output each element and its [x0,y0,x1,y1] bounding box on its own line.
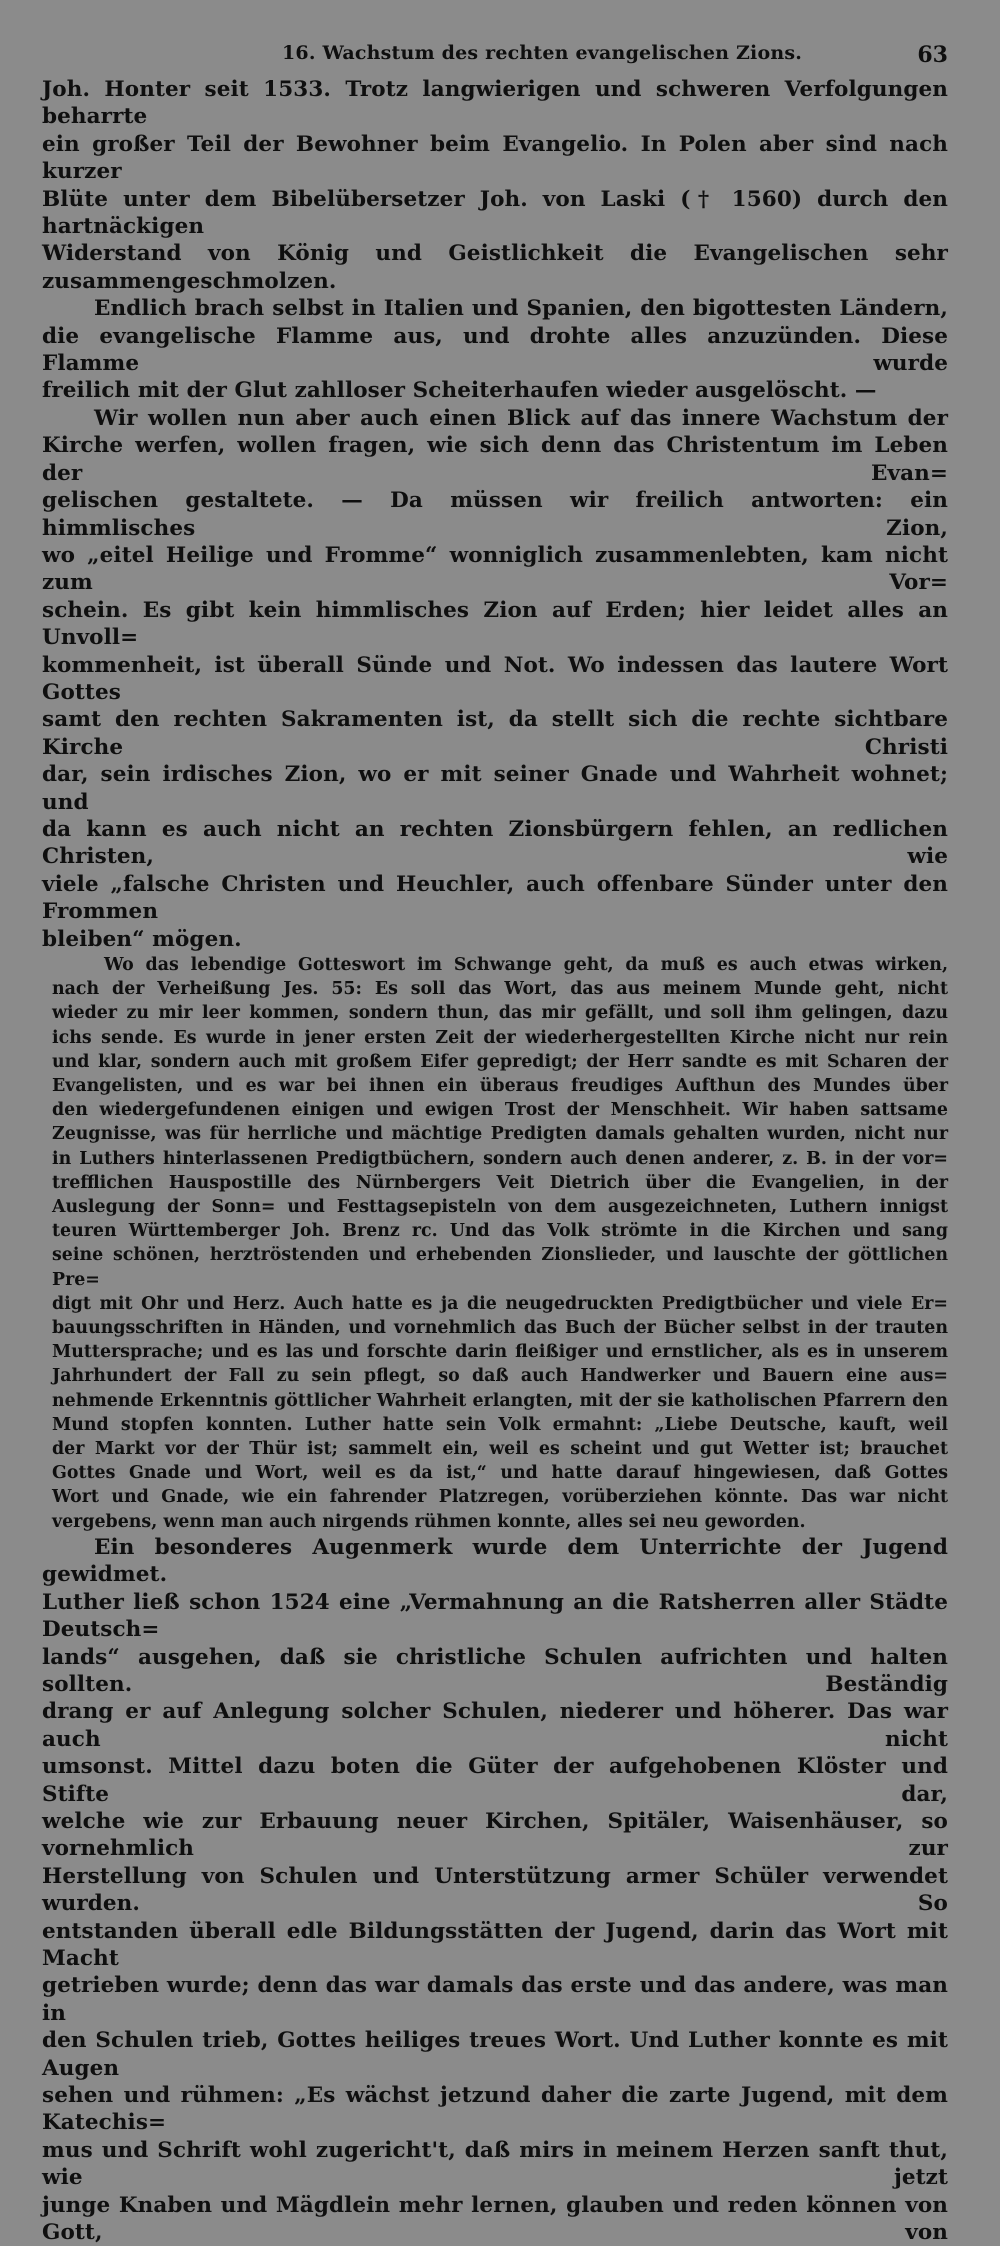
text-line: trefflichen Hauspostille des Nürnbergers Veit Dietrich über die Evangelien, in der [52,1172,948,1193]
small-print-paragraph [42,953,948,1534]
text-line: junge Knaben und Mägdlein mehr lernen, glauben und reden können von Gott, von [42,2192,948,2246]
text-line: drang er auf Anlegung solcher Schulen, niederer und höherer. Das war auch nicht [42,1699,948,1752]
text-line: welche wie zur Erbauung neuer Kirchen, Spitäler, Waisenhäuser, so vornehmlich zur [42,1808,948,1862]
text-line: schein. Es gibt kein himmlisches Zion auf Erden; hier leidet alles an Unvoll= [42,597,948,651]
text-line: Gottes Gnade und Wort, weil es da ist,“ und hatte darauf hingewiesen, daß Gottes [52,1463,948,1484]
text-line: Blüte unter dem Bibelübersetzer Joh. von Laski († 1560) durch den hartnäckigen [42,186,948,240]
text-line: Wort und Gnade, wie ein fahrender Platzregen, vorüberziehen könnte. Das war nicht [52,1487,948,1508]
text-line: der Markt vor der Thür ist; sammelt ein, weil es scheint und gut Wetter ist; brauchet [52,1439,948,1460]
text-line: bauungsschriften in Händen, und vornehmlich das Buch der Bücher selbst in der trauten [52,1318,948,1339]
text-line: lands“ ausgehen, daß sie christliche Schulen aufrichten und halten sollten. Beständig [42,1644,948,1697]
text-line: Wo das lebendige Gotteswort im Schwange geht, da muß es auch etwas wirken, [104,955,948,975]
text-line: Jahrhundert der Fall zu sein pflegt, so daß auch Handwerker und Bauern eine aus= [52,1366,948,1387]
text-line: ichs sende. Es wurde in jener ersten Zeit der wiederhergestellten Kirche nicht nur rein [52,1027,948,1048]
paragraph-4 [42,1534,948,2246]
text-line: da kann es auch nicht an rechten Zionsbürgern fehlen, an redlichen Christen, wie [42,816,948,870]
paragraph-1 [42,76,948,295]
paragraph-2 [42,295,948,405]
page-number: 63 [917,42,948,68]
text-line: ein großer Teil der Bewohner beim Evangelio. In Polen aber sind nach kurzer [42,131,948,185]
text-line: getrieben wurde; denn das war damals das erste und das andere, was man in [42,1973,948,2026]
text-line: Herstellung von Schulen und Unterstützung armer Schüler verwendet wurden. So [42,1863,948,1917]
book-page [42,36,948,2246]
text-line: kommenheit, ist überall Sünde und Not. Wo indessen das lautere Wort Gottes [42,652,948,705]
text-line: Wir wollen nun aber auch einen Blick auf das innere Wachstum der [94,405,948,431]
text-line: den Schulen trieb, Gottes heiliges treues Wort. Und Luther konnte es mit Augen [42,2028,948,2081]
text-line: vergebens, wenn man auch nirgends rühmen konnte, alles sei neu geworden. [52,1511,806,1532]
text-line: gelischen gestaltete. — Da müssen wir freilich antworten: ein himmlisches Zion, [42,488,948,541]
text-line: teuren Württemberger Joh. Brenz rc. Und das Volk strömte in die Kirchen und sang [52,1221,948,1242]
text-line: Luther ließ schon 1524 eine „Vermahnung an die Ratsherren aller Städte Deutsch= [42,1589,948,1643]
text-line: Zeugnisse, was für herrliche und mächtige Predigten damals gehalten wurden, nicht nur [52,1124,948,1145]
text-line: umsonst. Mittel dazu boten die Güter der aufgehobenen Klöster und Stifte dar, [42,1754,948,1807]
text-line: bleiben“ mögen. [42,926,242,952]
text-line: in Luthers hinterlassenen Predigtbüchern, sondern auch denen anderer, z. B. in der vor= [52,1148,948,1169]
text-line: entstanden überall edle Bildungsstätten der Jugend, darin das Wort mit Macht [42,1918,948,1971]
text-line: Widerstand von König und Geistlichkeit die Evangelischen sehr zusammengeschmolzen. [42,241,948,294]
text-line: Evangelisten, und es war bei ihnen ein überaus freudiges Aufthun des Mundes über [52,1076,948,1097]
text-line: freilich mit der Glut zahlloser Scheiterhaufen wieder ausgelöscht. — [42,378,877,404]
text-line: Muttersprache; und es las und forschte darin fleißiger und ernstlicher, als es in unserem [52,1342,948,1363]
text-line: Ein besonderes Augenmerk wurde dem Unterrichte der Jugend gewidmet. [42,1534,948,1588]
text-line: wieder zu mir leer kommen, sondern thun, das mir gefällt, und soll ihm gelingen, dazu [52,1003,948,1024]
text-line: sehen und rühmen: „Es wächst jetzund daher die zarte Jugend, mit dem Katechis= [42,2083,948,2136]
text-line: nehmende Erkenntnis göttlicher Wahrheit erlangten, mit der sie katholischen Pfarrern den [52,1390,948,1411]
running-title: 16. Wachstum des rechten evangelischen Zions. [282,42,803,64]
running-header [42,36,948,76]
text-line: den wiedergefundenen einigen und ewigen Trost der Menschheit. Wir haben sattsame [52,1100,948,1121]
text-line: Joh. Honter seit 1533. Trotz langwierigen und schweren Verfolgungen beharrte [42,77,948,130]
text-line: die evangelische Flamme aus, und drohte alles anzuzünden. Diese Flamme wurde [42,323,948,377]
text-line: dar, sein irdisches Zion, wo er mit seiner Gnade und Wahrheit wohnet; und [42,762,948,815]
text-line: samt den rechten Sakramenten ist, da stellt sich die rechte sichtbare Kirche Christi [42,707,948,760]
text-line: und klar, sondern auch mit großem Eifer gepredigt; der Herr sandte es mit Scharen der [52,1051,948,1072]
text-line: Mund stopfen konnten. Luther hatte sein Volk ermahnt: „Liebe Deutsche, kauft, weil [52,1414,948,1435]
text-line: digt mit Ohr und Herz. Auch hatte es ja die neugedruckten Predigtbücher und viele Er= [52,1293,948,1314]
text-line: mus und Schrift wohl zugericht't, daß mirs in meinem Herzen sanft thut, wie jetzt [42,2137,948,2191]
text-line: viele „falsche Christen und Heuchler, auch offenbare Sünder unter den Frommen [42,871,948,925]
text-line: Kirche werfen, wollen fragen, wie sich denn das Christentum im Leben der Evan= [42,433,948,486]
text-line: wo „eitel Heilige und Fromme“ wonniglich zusammenlebten, kam nicht zum Vor= [42,542,948,596]
text-line: Auslegung der Sonn= und Festtagsepisteln von dem ausgezeichneten, Luthern innigst [52,1197,948,1218]
paragraph-3 [42,405,948,953]
text-line: seine schönen, herztröstenden und erhebenden Zionslieder, und lauschte der göttlichen Pre= [52,1245,948,1290]
text-line: nach der Verheißung Jes. 55: Es soll das Wort, das aus meinem Munde geht, nicht [52,979,948,1000]
text-line: Endlich brach selbst in Italien und Spanien, den bigottesten Ländern, [94,296,948,322]
